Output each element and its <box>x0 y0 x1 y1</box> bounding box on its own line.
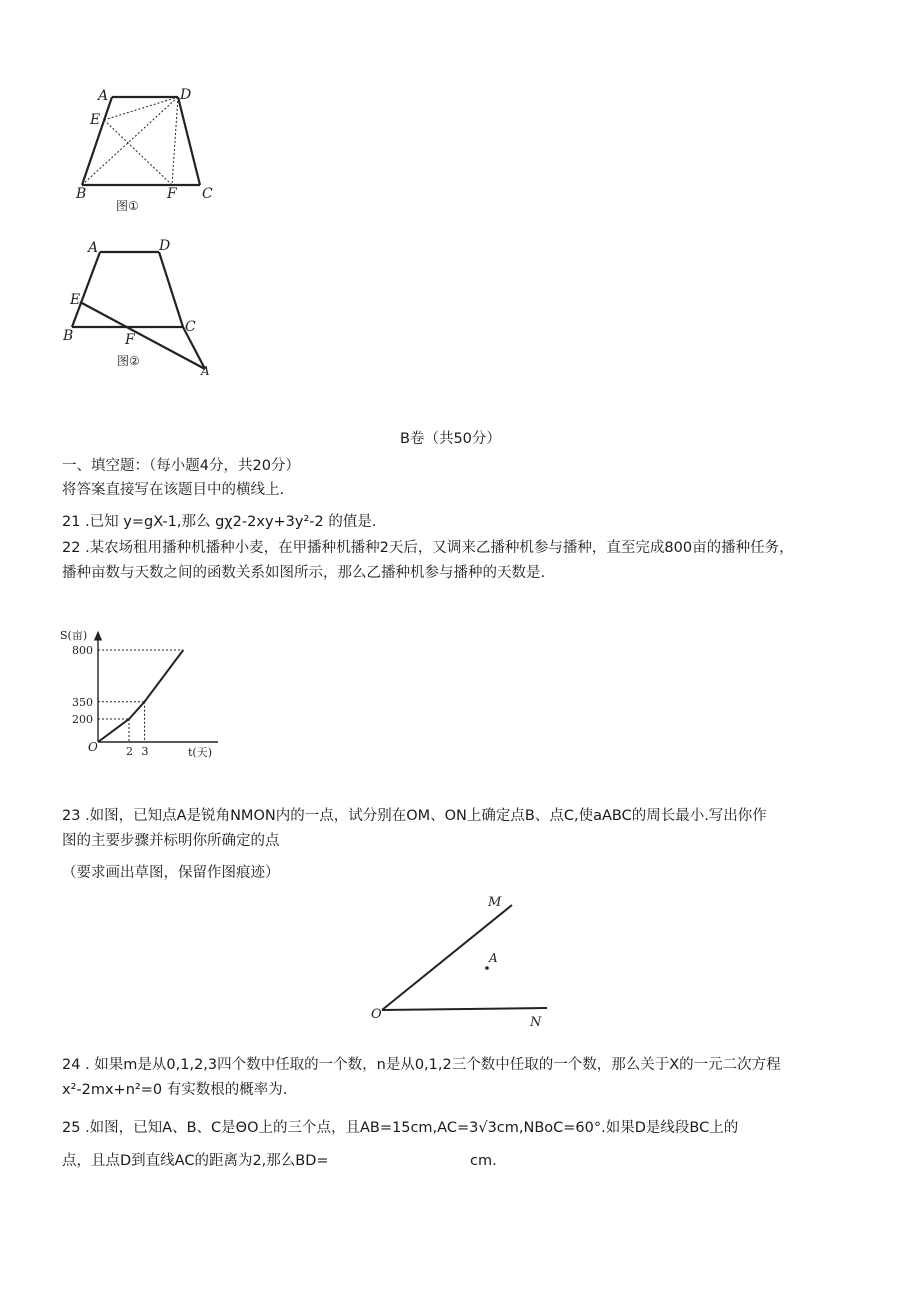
origin-label: O <box>88 740 98 754</box>
question-23 <box>62 806 767 826</box>
label-c: C <box>185 319 196 335</box>
x-tick-label: 2 <box>126 745 133 758</box>
label-g: A <box>201 364 210 377</box>
label-e: E <box>70 292 81 308</box>
y-tick-label: 200 <box>72 713 93 726</box>
y-tick-label: 350 <box>72 695 93 709</box>
label-f: F <box>125 332 135 348</box>
label-o: O <box>371 1007 382 1022</box>
ray-on <box>382 1008 547 1010</box>
question-text: .已知 y=gX-1,那么 gχ2-2xy+3y²-2 的值是. <box>85 514 377 530</box>
question-24-line2: x²-2mx+n²=0 有实数根的概率为. <box>62 1082 288 1098</box>
question-25 <box>62 1118 738 1138</box>
question-24 <box>62 1055 781 1075</box>
question-text: .如图，已知A、B、C是ΘO上的三个点，且AB=15cm,AC=3√3cm,NBoC=60°.如果D是线段BC上的 <box>85 1120 739 1136</box>
question-number: 25 <box>62 1120 81 1136</box>
label-a: A <box>98 88 109 104</box>
label-f: F <box>167 186 177 202</box>
label-a: A <box>88 240 99 256</box>
figure-2-caption: 图② <box>117 354 140 368</box>
question-25-unit: cm. <box>470 1153 497 1169</box>
segment-ed <box>104 97 178 120</box>
question-text: .某农场租用播种机播种小麦，在甲播种机播种2天后，又调来乙播种机参与播种，直至完成800亩的播种任务， <box>85 540 794 556</box>
series-line <box>98 650 183 742</box>
part-heading: 一、填空题：（每小题4分，共20分） <box>62 458 300 474</box>
edge-dc <box>178 97 200 185</box>
question-23-line3: （要求画出草图，保留作图痕迹） <box>62 865 280 881</box>
instruction: 将答案直接写在该题目中的横线上. <box>62 482 285 498</box>
angle-figure <box>360 890 560 1035</box>
question-number: 22 <box>62 540 81 556</box>
edge-ab <box>72 252 100 327</box>
figure-1-caption: 图① <box>116 199 139 213</box>
label-b: B <box>63 328 74 344</box>
question-25-line2: 点，且点D到直线AC的距离为2,那么BD= <box>62 1153 329 1169</box>
label-a: A <box>489 951 498 965</box>
figure-1 <box>60 80 230 215</box>
segment-df <box>172 97 178 185</box>
y-tick-label: 800 <box>72 644 93 657</box>
point-a <box>485 966 489 970</box>
edge-dc <box>159 252 183 327</box>
label-c: C <box>202 186 213 202</box>
x-tick-label: 3 <box>141 745 149 758</box>
question-number: 21 <box>62 514 81 530</box>
label-e: E <box>90 112 101 128</box>
question-22 <box>62 538 794 558</box>
label-d: D <box>159 238 171 254</box>
label-b: B <box>76 186 87 202</box>
label-d: D <box>180 87 192 103</box>
y-axis-label: S(亩) <box>60 629 88 642</box>
question-23-line2: 图的主要步骤并标明你所确定的点 <box>62 833 280 849</box>
question-number: 23 <box>62 808 81 824</box>
segment-ef <box>104 120 172 185</box>
edge-ab <box>82 97 112 185</box>
question-22-line2: 播种亩数与天数之间的函数关系如图所示，那么乙播种机参与播种的天数是. <box>62 565 546 581</box>
label-n: N <box>530 1015 542 1030</box>
section-title: B卷（共50分） <box>400 431 501 447</box>
sowing-chart <box>58 625 228 765</box>
question-text: . 如果m是从0,1,2,3四个数中任取的一个数，n是从0,1,2三个数中任取的一个数，那么关于X的一元二次方程 <box>85 1057 781 1073</box>
label-m: M <box>488 895 502 910</box>
figure-2 <box>55 232 225 377</box>
question-21 <box>62 512 376 532</box>
question-text: .如图，已知点A是锐角NMON内的一点，试分别在OM、ON上确定点B、点C,使aABC的周长最小.写出你作 <box>85 808 767 824</box>
x-axis-label: t(天) <box>188 746 213 759</box>
question-number: 24 <box>62 1057 81 1073</box>
